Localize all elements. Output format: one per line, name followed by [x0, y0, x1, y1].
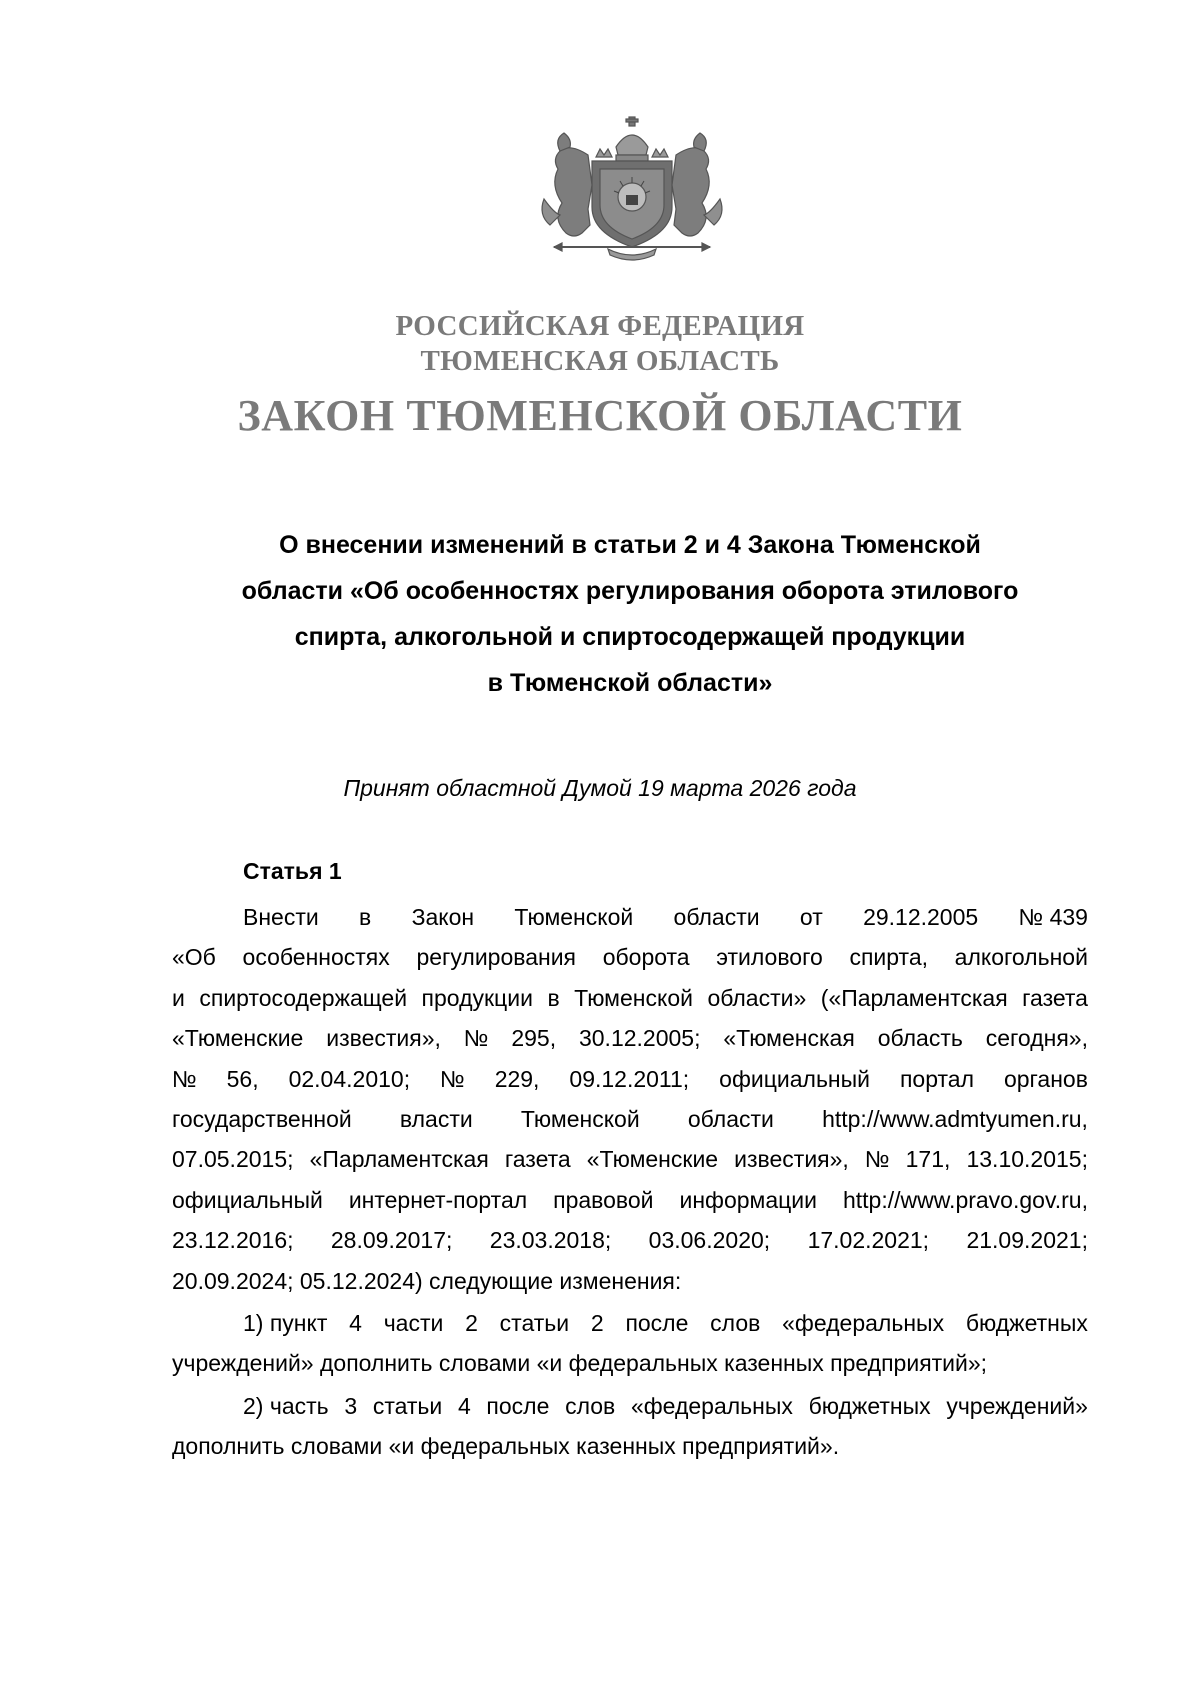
word: интернет-портал	[348, 1186, 528, 1213]
word: и	[172, 984, 185, 1011]
word: газета	[1022, 984, 1088, 1011]
word: особенностях	[242, 944, 390, 971]
word: 09.12.2011;	[569, 1065, 690, 1092]
word: 21.09.2021;	[966, 1227, 1088, 1254]
word: официальный	[719, 1065, 871, 1092]
word: сегодня»,	[985, 1025, 1088, 1052]
word: «Об	[172, 944, 216, 971]
word: 2	[465, 1310, 478, 1336]
law-type-heading: ЗАКОН ТЮМЕНСКОЙ ОБЛАСТИ	[237, 391, 963, 440]
word: №	[463, 1025, 489, 1052]
paragraph-line	[172, 1220, 1088, 1260]
title-line: спирта, алкогольной и спиртосодержащей продукции	[294, 623, 966, 651]
word: №	[864, 1146, 890, 1173]
paragraph-line	[172, 1059, 1088, 1099]
word: правовой	[553, 1186, 654, 1213]
word: 23.12.2016;	[172, 1227, 294, 1254]
word: регулирования	[416, 944, 577, 971]
amendment-item-1	[172, 1303, 1088, 1384]
word: слов	[710, 1310, 761, 1336]
word: «Тюменская	[723, 1025, 855, 1052]
word: спирта,	[849, 944, 928, 971]
word: известия»,	[326, 1025, 441, 1052]
word: («Парламентская	[820, 984, 1008, 1011]
word: http://www.admtyumen.ru,	[822, 1105, 1088, 1132]
word: 13.10.2015;	[966, 1146, 1088, 1173]
word: Закон	[411, 904, 475, 930]
word: 02.04.2010;	[288, 1065, 411, 1092]
word: 29.12.2005	[863, 904, 979, 930]
word: «Тюменские	[586, 1146, 719, 1173]
word: известия»,	[734, 1146, 849, 1173]
paragraph-line: дополнить словами «и федеральных казенных предприятий».	[172, 1433, 840, 1460]
word: части	[383, 1310, 444, 1336]
word: № 439	[1018, 904, 1088, 930]
word: слов	[565, 1393, 616, 1419]
word: Тюменской	[574, 984, 693, 1011]
word: Внести	[243, 904, 319, 930]
word: статьи	[499, 1310, 570, 1336]
paragraph-line	[172, 1139, 1088, 1179]
word: бюджетных	[965, 1310, 1088, 1336]
word: власти	[399, 1105, 473, 1132]
title-line: в Тюменской области»	[487, 669, 773, 697]
word: после	[625, 1310, 689, 1336]
word: 07.05.2015;	[172, 1146, 294, 1173]
word: Тюменской	[520, 1105, 640, 1132]
word: http://www.pravo.gov.ru,	[842, 1186, 1088, 1213]
word: 28.09.2017;	[330, 1227, 453, 1254]
article-paragraph	[172, 897, 1088, 1301]
word: информации	[679, 1186, 817, 1213]
paragraph-line: учреждений» дополнить словами «и федеральных казенных предприятий»;	[172, 1350, 988, 1377]
word: Тюменской	[514, 904, 634, 930]
title-line: О внесении изменений в статьи 2 и 4 Закона Тюменской	[279, 531, 981, 559]
region-heading: ТЮМЕНСКАЯ ОБЛАСТЬ	[420, 345, 780, 377]
adoption-note: Принят областной Думой 19 марта 2026 года	[343, 775, 857, 801]
word: 1) пункт	[243, 1310, 328, 1336]
paragraph-line	[172, 937, 1088, 977]
word: 56,	[226, 1065, 259, 1092]
word: бюджетных	[808, 1393, 931, 1419]
word: №	[440, 1065, 465, 1092]
paragraph-line: 20.09.2024; 05.12.2024) следующие изменения:	[172, 1267, 682, 1294]
word: от	[799, 904, 823, 930]
word: статьи	[372, 1393, 443, 1419]
word: 03.06.2020;	[648, 1227, 771, 1254]
word: газета	[504, 1146, 571, 1173]
word: в	[547, 984, 560, 1011]
paragraph-line	[172, 1180, 1088, 1220]
word: официальный	[172, 1186, 323, 1213]
word: в	[359, 904, 372, 930]
word: алкогольной	[954, 944, 1088, 971]
word: государственной	[172, 1105, 352, 1132]
word: органов	[1003, 1065, 1088, 1092]
word: 2	[590, 1310, 604, 1336]
word: спиртосодержащей	[199, 984, 408, 1011]
word: «федеральных	[630, 1393, 793, 1419]
word: области»	[707, 984, 807, 1011]
word: области	[687, 1105, 774, 1132]
word: учреждений»	[946, 1393, 1088, 1419]
paragraph-line	[172, 897, 1088, 937]
paragraph-line	[172, 1303, 1088, 1343]
amendment-item-2	[172, 1386, 1088, 1467]
article-heading: Статья 1	[243, 858, 342, 884]
word: 295,	[511, 1025, 557, 1052]
paragraph-line	[172, 1099, 1088, 1139]
title-line: области «Об особенностях регулирования оборота этилового	[241, 577, 1019, 605]
paragraph-line	[172, 1018, 1088, 1058]
word: после	[486, 1393, 550, 1419]
word: 17.02.2021;	[807, 1227, 930, 1254]
law-title	[170, 522, 1090, 706]
word: «Парламентская	[309, 1146, 489, 1173]
word: продукции	[421, 984, 533, 1011]
word: 171,	[905, 1146, 951, 1173]
word: 3	[344, 1393, 358, 1419]
word: 30.12.2005;	[578, 1025, 701, 1052]
country-heading: РОССИЙСКАЯ ФЕДЕРАЦИЯ	[395, 310, 805, 342]
word: «Тюменские	[172, 1025, 304, 1052]
word: 2) часть	[243, 1393, 329, 1419]
word: 4	[457, 1393, 471, 1419]
paragraph-line	[172, 978, 1088, 1018]
word: №	[172, 1065, 197, 1092]
word: 4	[349, 1310, 362, 1336]
word: этилового	[716, 944, 823, 971]
word: 23.03.2018;	[489, 1227, 612, 1254]
word: области	[673, 904, 760, 930]
word: оборота	[602, 944, 690, 971]
word: 229,	[494, 1065, 540, 1092]
coat-of-arms-icon	[530, 115, 735, 265]
word: портал	[899, 1065, 974, 1092]
paragraph-line	[172, 1386, 1088, 1426]
word: «федеральных	[782, 1310, 945, 1336]
word: область	[877, 1025, 963, 1052]
